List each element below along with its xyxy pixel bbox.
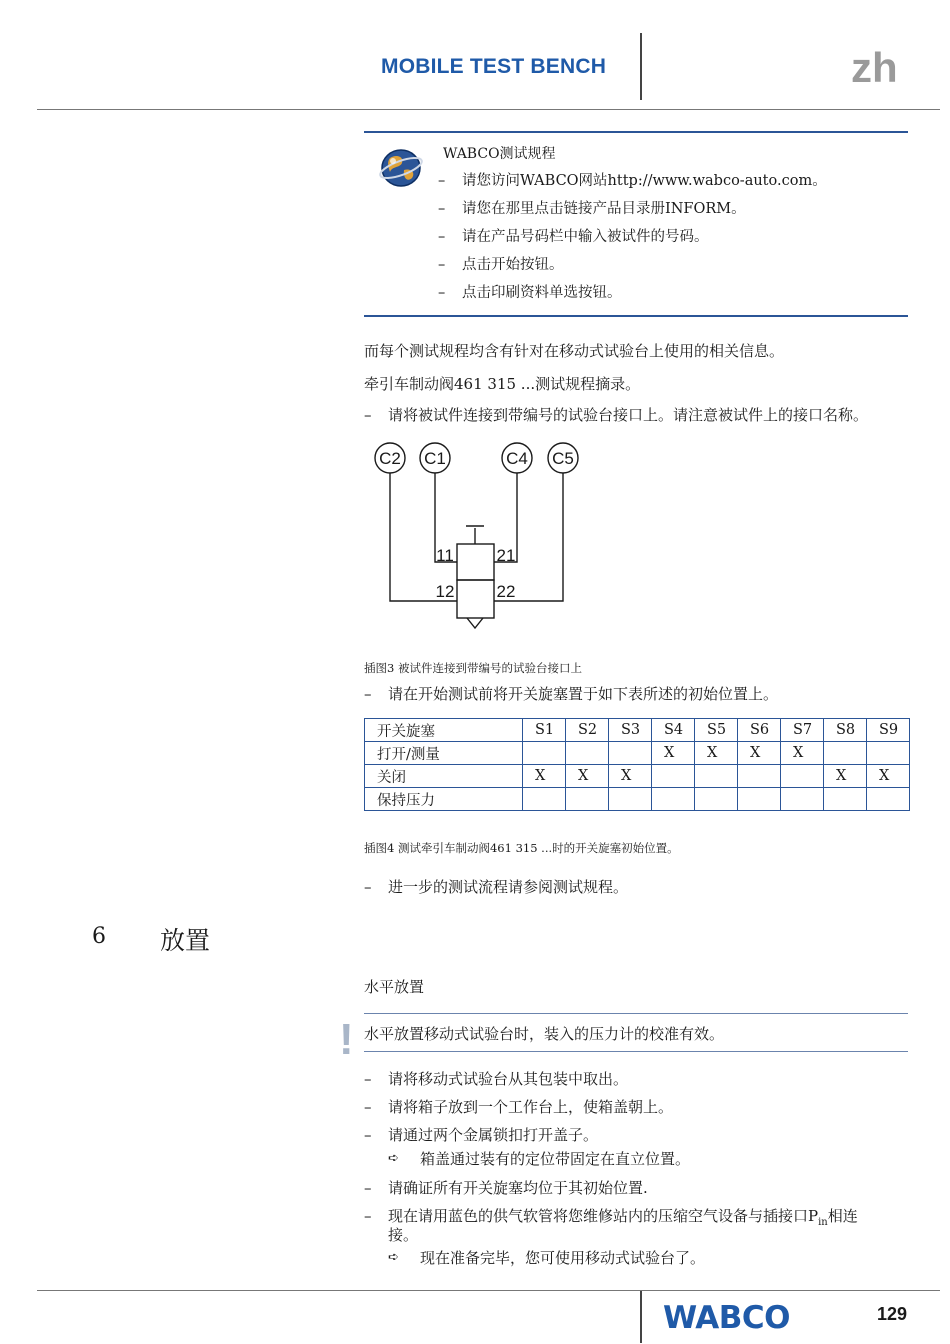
info-box-top-rule [364,131,908,133]
table-cell [695,788,738,811]
table-cell: 关闭 [365,765,523,788]
table-cell [652,788,695,811]
result-text: 现在准备完毕，您可使用移动式试验台了。 [420,1249,706,1267]
info-box-bottom-rule [364,315,908,317]
instruction-text [388,1206,858,1233]
dash-bullet: – [438,257,446,273]
table-cell [523,742,566,765]
warning-top-rule [364,1013,908,1014]
table-cell [867,742,910,765]
table-cell: 保持压力 [365,788,523,811]
dash-bullet: – [438,285,446,301]
table-row [365,742,910,765]
table-cell [738,788,781,811]
result-text: 箱盖通过装有的定位带固定在直立位置。 [420,1150,691,1168]
table-cell [652,765,695,788]
instruction-text: 进一步的测试流程请参阅测试规程。 [388,878,629,896]
footer-rule [37,1290,940,1291]
table-cell [738,765,781,788]
dash-bullet: – [364,1126,372,1144]
table-cell [781,788,824,811]
dash-bullet: – [364,1179,372,1197]
table-header-cell: S3 [609,719,652,742]
valve-connection-diagram [364,436,604,636]
table-header-cell: S6 [738,719,781,742]
table-header-cell: S4 [652,719,695,742]
dash-bullet: – [364,406,372,424]
section-title: 放置 [160,926,211,955]
instruction-text: 请将移动式试验台从其包装中取出。 [388,1070,629,1088]
instruction-continuation: 接。 [388,1226,419,1244]
table-cell [566,742,609,765]
instruction-text: 请将被试件连接到带编号的试验台接口上。请注意被试件上的接口名称。 [388,406,869,424]
globe-icon [378,146,424,190]
subsection-title: 水平放置 [364,978,425,996]
table-cell: X [824,765,867,788]
arrow-icon: ➪ [388,1250,399,1265]
table-cell [695,765,738,788]
section-number: 6 [92,924,106,949]
table-cell [824,788,867,811]
table-cell: X [566,765,609,788]
table-cell: X [867,765,910,788]
table-cell [781,765,824,788]
header-divider [640,33,642,100]
port-label-c1: C1 [424,449,446,468]
dash-bullet: – [364,1070,372,1088]
table-header-cell: S5 [695,719,738,742]
page-number: 129 [877,1304,908,1324]
table-cell [566,788,609,811]
table-header-cell: S2 [566,719,609,742]
list-item-text: 点击印刷资料单选按钮。 [462,285,622,301]
warning-bottom-rule [364,1051,908,1052]
table-cell: 打开/测量 [365,742,523,765]
table-cell [523,788,566,811]
table-header-cell: S1 [523,719,566,742]
table-cell [609,742,652,765]
port-number-12: 12 [435,582,455,601]
table-cell [824,742,867,765]
table-cell [867,788,910,811]
table-header-cell: S9 [867,719,910,742]
paragraph: 而每个测试规程均含有针对在移动式试验台上使用的相关信息。 [364,342,785,360]
table-cell: X [695,742,738,765]
table-cell: X [652,742,695,765]
port-number-11: 11 [436,546,454,565]
table-cell: X [609,765,652,788]
info-box-title: WABCO测试规程 [443,146,556,162]
port-label-c4: C4 [506,449,528,468]
figure-caption: 插图3 被试件连接到带编号的试验台接口上 [364,661,582,675]
port-number-21: 21 [496,546,516,565]
port-number-22: 22 [496,582,516,601]
instruction-text: 请通过两个金属锁扣打开盖子。 [388,1126,599,1144]
figure-caption: 插图4 测试牵引车制动阀461 315 ...时的开关旋塞初始位置。 [364,841,679,855]
table-row [365,788,910,811]
list-item-text: 请您在那里点击链接产品目录册INFORM。 [462,201,746,217]
dash-bullet: – [364,1098,372,1116]
list-item-text: 请您访问WABCO网站http://www.wabco-auto.com。 [462,173,827,189]
wabco-logo: WABCO [663,1300,791,1336]
instruction-text: 请确证所有开关旋塞均位于其初始位置. [388,1179,648,1197]
instruction-text: 请将箱子放到一个工作台上，使箱盖朝上。 [388,1098,674,1116]
language-code: zh [851,44,898,91]
valve-position-table [364,718,910,811]
warning-icon: ! [339,1015,354,1064]
dash-bullet: – [364,1207,372,1225]
port-subscript: in [818,1217,828,1228]
dash-bullet: – [438,173,446,189]
header-rule [37,109,940,110]
table-cell: X [738,742,781,765]
arrow-icon: ➪ [388,1151,399,1166]
dash-bullet: – [364,685,372,703]
instruction-text: 请在开始测试前将开关旋塞置于如下表所述的初始位置上。 [388,685,779,703]
table-cell [609,788,652,811]
table-header-cell: S7 [781,719,824,742]
warning-text: 水平放置移动式试验台时，装入的压力计的校准有效。 [364,1025,725,1043]
table-header-cell: S8 [824,719,867,742]
dash-bullet: – [438,229,446,245]
dash-bullet: – [364,878,372,896]
list-item-text: 请在产品号码栏中输入被试件的号码。 [462,229,709,245]
table-header-cell: 开关旋塞 [365,719,523,742]
table-cell: X [523,765,566,788]
instruction-text-part: 现在请用蓝色的供气软管将您维修站内的压缩空气设备与插接口P [388,1207,819,1225]
footer-divider [640,1291,642,1343]
table-row [365,765,910,788]
port-label-c5: C5 [552,449,574,468]
list-item-text: 点击开始按钮。 [462,257,564,273]
table-cell: X [781,742,824,765]
paragraph: 牵引车制动阀461 315 ...测试规程摘录。 [364,375,641,393]
dash-bullet: – [438,201,446,217]
port-label-c2: C2 [379,449,401,468]
document-title: MOBILE TEST BENCH [381,55,607,78]
table-header-row [365,719,910,742]
instruction-text-part: 相连 [827,1207,858,1225]
